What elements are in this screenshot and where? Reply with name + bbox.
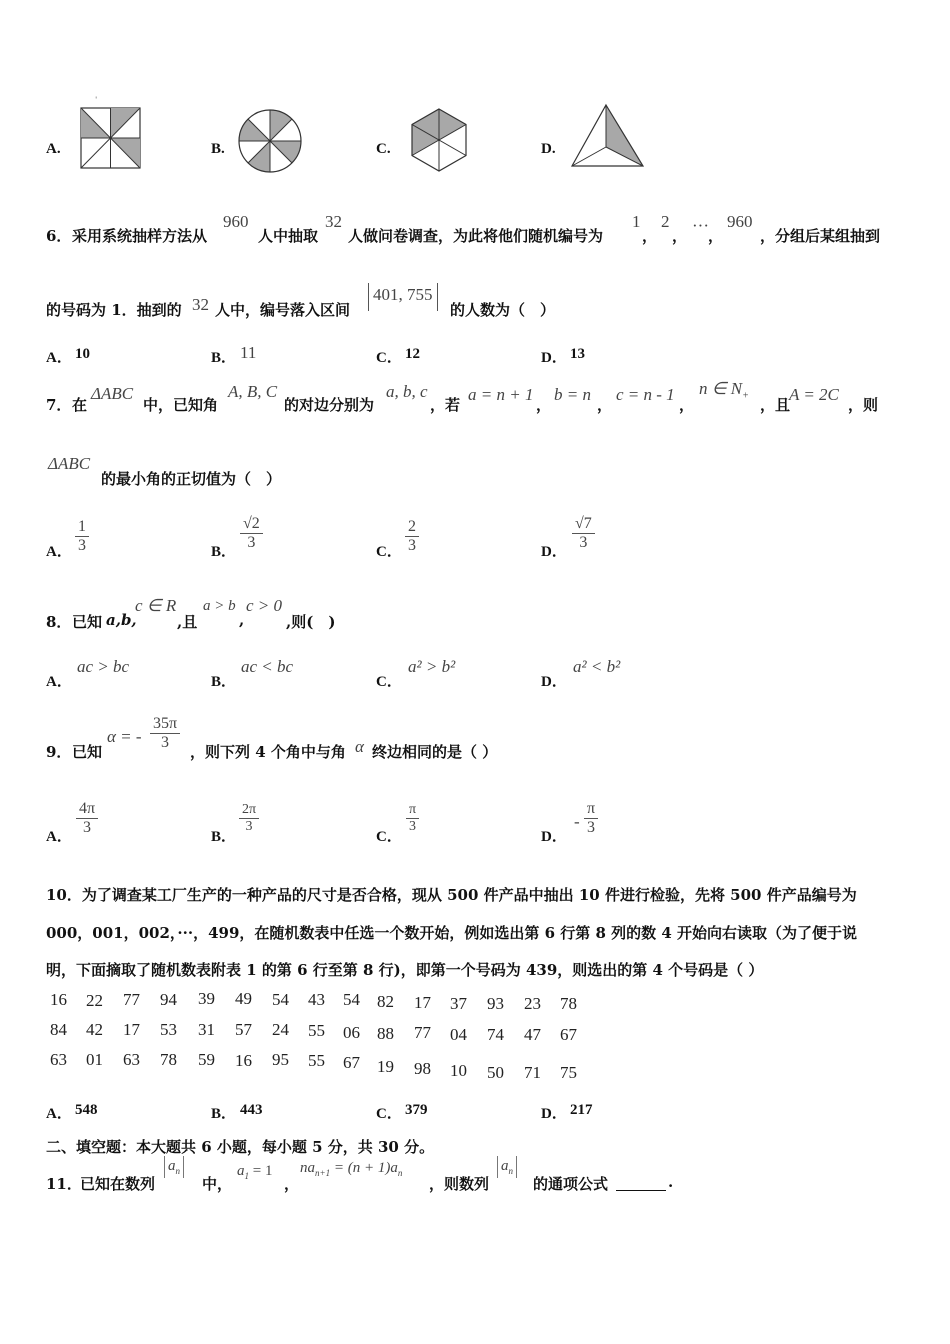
- table-cell: 74: [487, 1025, 504, 1044]
- q11-rec-2-sub: n: [397, 1168, 403, 1178]
- q11-seq2-sub: n: [508, 1166, 513, 1176]
- table-cell: 54: [272, 990, 289, 1009]
- q10-option-c-value: 379: [405, 1102, 428, 1118]
- q10-option-b-value: 443: [240, 1102, 263, 1118]
- q7-text-6: ，则: [848, 396, 879, 414]
- frac-den: 3: [78, 537, 86, 555]
- q11-number: 11．: [46, 1175, 82, 1193]
- q8-cond-2: a > b: [203, 598, 236, 614]
- hexagon-figure: [408, 107, 470, 175]
- q6-option-b-value: 11: [240, 343, 257, 362]
- q8-option-c-expr: a² > b²: [408, 657, 456, 676]
- q6-sep: ，: [708, 227, 724, 245]
- frac-den: 3: [409, 819, 417, 835]
- table-cell: 95: [272, 1050, 289, 1069]
- q7-text-5: ，且: [760, 396, 791, 414]
- table-cell: 53: [160, 1020, 177, 1039]
- q11-text-3: ，则数列: [429, 1175, 490, 1193]
- q5-option-d-label[interactable]: D.: [541, 141, 556, 157]
- table-cell: 82: [377, 992, 394, 1011]
- table-cell: 55: [308, 1021, 325, 1040]
- table-cell: 78: [160, 1050, 177, 1069]
- table-cell: 54: [343, 990, 360, 1009]
- circle-figure: [237, 108, 303, 174]
- q7-text-2: 中，已知角: [143, 396, 219, 414]
- q7-option-d-label[interactable]: D．: [541, 544, 567, 560]
- table-cell: 17: [123, 1020, 140, 1039]
- q11-seq-sub: n: [175, 1166, 180, 1176]
- q9-option-c-frac: [406, 802, 419, 835]
- q8-option-d-label[interactable]: D．: [541, 674, 567, 690]
- q7-option-d-frac: [572, 515, 595, 553]
- q11-a1-a: a: [237, 1163, 245, 1179]
- square-figure: [80, 106, 142, 170]
- table-cell: 77: [414, 1023, 431, 1042]
- table-cell: 63: [50, 1050, 67, 1069]
- frac-num: √7: [572, 515, 595, 534]
- frac-num: π: [406, 802, 419, 819]
- q6-960: 960: [223, 212, 249, 231]
- q11-sep: ，: [284, 1175, 300, 1193]
- q8-number: 8．: [46, 613, 72, 631]
- frac-den: 3: [247, 534, 256, 552]
- q7-option-c-label[interactable]: C．: [376, 544, 402, 560]
- q7-option-c-frac: [405, 518, 419, 556]
- table-cell: 47: [524, 1025, 541, 1044]
- q6-dots: ···: [692, 216, 709, 235]
- q6-line2-a: 的号码为 1．抽到的: [46, 301, 182, 319]
- q6-text-3: 人做问卷调查，为此将他们随机编号为: [348, 227, 604, 245]
- q7-option-a-frac: [75, 518, 89, 556]
- q11-text-2: 中，: [202, 1175, 233, 1193]
- q6-e1: 1: [632, 212, 641, 231]
- q11-seq2-a: a: [501, 1158, 509, 1174]
- q11-rec-1: na: [300, 1160, 315, 1176]
- q7-text-1: 在: [72, 396, 88, 414]
- q6-line2-b: 人中，编号落入区间: [215, 301, 351, 319]
- table-cell: 42: [86, 1020, 103, 1039]
- q6-interval: [368, 283, 438, 311]
- q6-sep: ，: [642, 227, 658, 245]
- table-cell: 63: [123, 1050, 140, 1069]
- q8-option-a-label[interactable]: A．: [46, 674, 72, 690]
- table-cell: 24: [272, 1020, 289, 1039]
- table-cell: 77: [123, 990, 140, 1009]
- frac-num: π: [584, 800, 598, 819]
- stray-mark: ˈ: [95, 96, 98, 105]
- table-cell: 37: [450, 994, 467, 1013]
- table-cell: 16: [50, 990, 67, 1009]
- q7-sep: ，: [597, 396, 613, 414]
- table-cell: 67: [343, 1053, 360, 1072]
- q7-option-a-label[interactable]: A．: [46, 544, 72, 560]
- q8-option-c-label[interactable]: C．: [376, 674, 402, 690]
- q11-rec-2: = (n + 1)a: [330, 1160, 398, 1176]
- frac-num: 1: [75, 518, 89, 537]
- table-cell: 93: [487, 994, 504, 1013]
- table-cell: 19: [377, 1057, 394, 1076]
- shaded-region: [439, 109, 466, 140]
- q7-option-b-frac: [240, 515, 263, 553]
- frac-num: 2: [405, 518, 419, 537]
- q6-interval-text: 401, 755: [373, 285, 433, 304]
- triangle-figure: [570, 102, 646, 170]
- frac-den: 3: [83, 819, 92, 837]
- table-cell: 98: [414, 1059, 431, 1078]
- table-cell: 01: [86, 1050, 103, 1069]
- q9-option-c-label[interactable]: C．: [376, 829, 402, 845]
- q6-sep: ，: [672, 227, 688, 245]
- q7-number: 7．: [46, 396, 72, 414]
- q7-sep: ，: [536, 396, 552, 414]
- q6-option-a-value: 10: [75, 346, 90, 362]
- q6-option-a-label[interactable]: A．: [46, 350, 72, 366]
- q7-cond-1: a = n + 1: [468, 385, 534, 404]
- q11-seq-a: a: [168, 1158, 176, 1174]
- q9-option-a-frac: [76, 800, 98, 838]
- q10-line-2: 000，001，002，···，499，在随机数表中任选一个数开始，例如选出第 6 行第 8 列的数 4 开始向右读取（为了便于说: [46, 924, 858, 942]
- frac-num: 35π: [150, 715, 180, 734]
- q7-cond-4-sub: +: [742, 390, 749, 402]
- q9-option-b-frac: [239, 802, 259, 835]
- q7-cond-4-text: n ∈ N: [699, 379, 743, 398]
- q7-sides: a, b, c: [386, 382, 428, 401]
- q10-option-d-value: 217: [570, 1102, 593, 1118]
- q9-alpha-2: α: [355, 737, 364, 756]
- q11-a1-eq: = 1: [249, 1163, 273, 1179]
- table-cell: 84: [50, 1020, 67, 1039]
- q11-seq: [164, 1156, 184, 1178]
- table-cell: 71: [524, 1063, 541, 1082]
- table-cell: 94: [160, 990, 177, 1009]
- q9-option-d-frac: [584, 800, 598, 838]
- q11-rec-1-sub: n+1: [315, 1168, 331, 1178]
- table-cell: 59: [198, 1050, 215, 1069]
- q8-option-d-expr: a² < b²: [573, 657, 621, 676]
- q9-text-3: 终边相同的是（ ）: [372, 743, 498, 761]
- table-cell: 55: [308, 1051, 325, 1070]
- frac-num: √2: [240, 515, 263, 534]
- q6-e2: 2: [661, 212, 670, 231]
- frac-den: 3: [579, 534, 588, 552]
- shaded-region: [270, 110, 292, 141]
- q11-a1: [237, 1163, 272, 1181]
- table-cell: 04: [450, 1025, 467, 1044]
- section-2-heading: 二、填空题：本大题共 6 小题，每小题 5 分，共 30 分。: [46, 1138, 435, 1156]
- q10-option-d-label[interactable]: D．: [541, 1106, 567, 1122]
- frac-den: 3: [408, 537, 416, 555]
- q7-triangle: ΔABC: [91, 384, 134, 403]
- table-cell: 43: [308, 990, 325, 1009]
- table-cell: 22: [86, 991, 103, 1010]
- q6-e3: 960: [727, 212, 753, 231]
- q7-cond-5: A = 2C: [789, 385, 839, 404]
- q8-option-a-expr: ac > bc: [77, 657, 130, 676]
- table-cell: 39: [198, 989, 215, 1008]
- q6-option-c-label[interactable]: C．: [376, 350, 402, 366]
- q5-option-a-label[interactable]: A.: [46, 141, 61, 157]
- q10-option-c-label[interactable]: C．: [376, 1106, 402, 1122]
- q11-recurrence: [300, 1160, 402, 1178]
- q9-option-d-label[interactable]: D．: [541, 829, 567, 845]
- q6-text-1: 采用系统抽样方法从: [72, 227, 208, 245]
- table-cell: 06: [343, 1023, 360, 1042]
- table-cell: 67: [560, 1025, 577, 1044]
- q6-line2-32: 32: [192, 295, 209, 314]
- table-cell: 57: [235, 1020, 252, 1039]
- q6-option-b-label[interactable]: B．: [211, 350, 237, 366]
- q10-line-1: 10．为了调查某工厂生产的一种产品的尺寸是否合格，现从 500 件产品中抽出 10 件进行检验，先将 500 件产品编号为: [46, 886, 857, 904]
- q11-end: .: [668, 1173, 674, 1191]
- frac-num: 2π: [239, 802, 259, 819]
- q11-a1-sub: 1: [244, 1171, 249, 1181]
- q11-answer-blank[interactable]: [616, 1173, 666, 1191]
- q9-frac: [150, 715, 180, 753]
- q9-number: 9．: [46, 743, 72, 761]
- table-cell: 78: [560, 994, 577, 1013]
- q8-option-b-label[interactable]: B．: [211, 674, 237, 690]
- q10-option-a-label[interactable]: A．: [46, 1106, 72, 1122]
- frac-den: 3: [161, 734, 170, 752]
- q9-option-a-label[interactable]: A．: [46, 829, 72, 845]
- q8-cond-1: c ∈ R: [135, 596, 177, 615]
- q6-text-4: ，分组后某组抽到: [760, 227, 881, 245]
- shaded-region: [239, 119, 270, 141]
- q6-32: 32: [325, 212, 342, 231]
- frac-den: 3: [587, 819, 596, 837]
- q5-option-b-label[interactable]: B.: [211, 141, 225, 157]
- q5-option-c-label[interactable]: C.: [376, 141, 391, 157]
- frac-num: 4π: [76, 800, 98, 819]
- q11-seq-2: [497, 1156, 517, 1178]
- table-cell: 88: [377, 1024, 394, 1043]
- q7-option-b-label[interactable]: B．: [211, 544, 237, 560]
- q9-option-d-sign: -: [574, 812, 580, 831]
- q6-number: 6．: [46, 227, 72, 245]
- table-cell: 10: [450, 1061, 467, 1080]
- shaded-region: [270, 141, 301, 163]
- q8-text-3: ,: [239, 611, 245, 629]
- q7-cond-4: [699, 379, 749, 401]
- table-cell: 31: [198, 1020, 215, 1039]
- q7-line2: 的最小角的正切值为（ ）: [101, 470, 282, 488]
- q7-text-4: ，若: [430, 396, 461, 414]
- table-cell: 16: [235, 1051, 252, 1070]
- q7-angles: A, B, C: [228, 382, 278, 401]
- q9-alpha: α = -: [107, 727, 142, 746]
- table-cell: 75: [560, 1063, 577, 1082]
- q8-text-4: ,则( ): [286, 613, 336, 631]
- q6-text-2: 人中抽取: [258, 227, 319, 245]
- table-cell: 17: [414, 993, 431, 1012]
- q10-option-a-value: 548: [75, 1102, 98, 1118]
- q7-cond-2: b = n: [554, 385, 591, 404]
- q6-option-c-value: 12: [405, 346, 420, 362]
- q7-text-3: 的对边分别为: [284, 396, 375, 414]
- q10-option-b-label[interactable]: B．: [211, 1106, 237, 1122]
- q7-cond-3: c = n - 1: [616, 385, 675, 404]
- q6-option-d-label[interactable]: D．: [541, 350, 567, 366]
- q6-option-d-value: 13: [570, 346, 585, 362]
- q8-text-1: 已知: [72, 613, 103, 631]
- q9-text-1: 已知: [72, 743, 103, 761]
- q9-text-2: ，则下列 4 个角中与角: [190, 743, 346, 761]
- q7-line2-triangle: ΔABC: [48, 454, 91, 473]
- table-cell: 50: [487, 1063, 504, 1082]
- frac-den: 3: [245, 819, 253, 835]
- q11-text-4: 的通项公式: [533, 1175, 609, 1193]
- q8-cond-3: c > 0: [246, 596, 283, 615]
- shaded-region: [248, 141, 270, 172]
- q9-option-b-label[interactable]: B．: [211, 829, 237, 845]
- q6-line2-c: 的人数为（ ）: [450, 301, 556, 319]
- table-cell: 49: [235, 989, 252, 1008]
- q8-option-b-expr: ac < bc: [241, 657, 294, 676]
- q11-text-1: 已知在数列: [80, 1175, 156, 1193]
- q8-vars: a,b,: [106, 611, 137, 629]
- q10-line-3: 明，下面摘取了随机数表附表 1 的第 6 行至第 8 行)，即第一个号码为 439，则选出的第 4 个号码是（ ）: [46, 961, 764, 979]
- q8-text-2: ,且: [177, 613, 198, 631]
- q7-sep: ，: [679, 396, 695, 414]
- table-cell: 23: [524, 994, 541, 1013]
